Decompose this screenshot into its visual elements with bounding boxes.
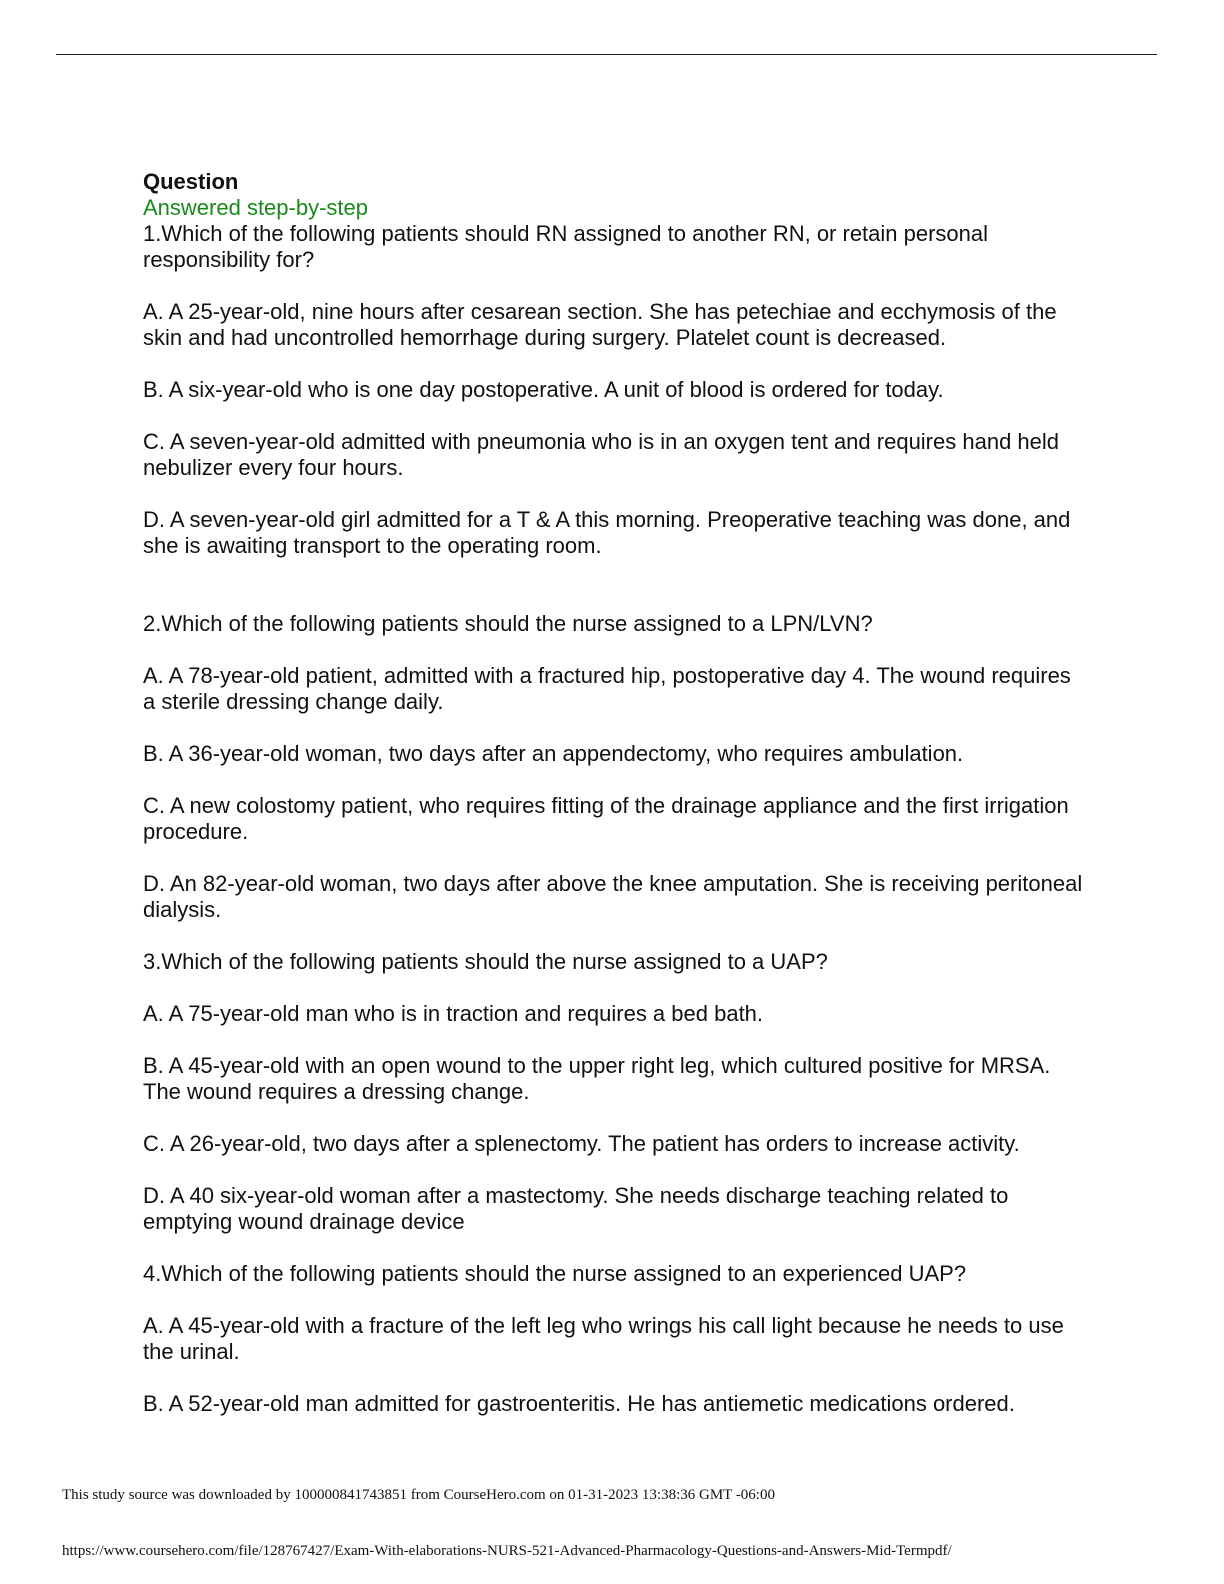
answer-option: C. A new colostomy patient, who requires fitting of the drainage appliance and the first irrigation procedure. [143,793,1069,844]
question-1 [143,221,1083,559]
answer-option: A. A 45-year-old with a fracture of the left leg who wrings his call light because he needs to use the urinal. [143,1313,1064,1364]
download-source-note: This study source was downloaded by 100000841743851 from CourseHero.com on 01-31-2023 13:38:36 GMT -06:00 [62,1487,775,1503]
answer-option: D. A seven-year-old girl admitted for a T & A this morning. Preoperative teaching was done, and she is awaiting transport to the operating room. [143,507,1071,558]
question-text: 3.Which of the following patients should the nurse assigned to a UAP? [143,949,828,974]
answer-option: D. An 82-year-old woman, two days after above the knee amputation. She is receiving peritoneal dialysis. [143,871,1083,922]
question-2 [143,611,1083,923]
answer-option: C. A 26-year-old, two days after a splenectomy. The patient has orders to increase activity. [143,1131,1020,1156]
answer-option: B. A 45-year-old with an open wound to the upper right leg, which cultured positive for MRSA. The wound requires a dressing change. [143,1053,1051,1104]
question-heading: Question [143,169,239,194]
question-text: 1.Which of the following patients should RN assigned to another RN, or retain personal responsibility for? [143,221,989,272]
answered-status: Answered step-by-step [143,195,368,220]
document-body [143,169,1083,1417]
answer-option: A. A 25-year-old, nine hours after cesarean section. She has petechiae and ecchymosis of the skin and had uncontrolled hemorrhage during surgery. Platelet count is decreased. [143,299,1057,350]
header-rule [56,54,1157,55]
answer-option: D. A 40 six-year-old woman after a mastectomy. She needs discharge teaching related to emptying wound drainage device [143,1183,1009,1234]
answer-option: B. A 52-year-old man admitted for gastroenteritis. He has antiemetic medications ordered. [143,1391,1015,1416]
answer-option: A. A 78-year-old patient, admitted with a fractured hip, postoperative day 4. The wound requires a sterile dressing change daily. [143,663,1071,714]
source-url[interactable]: https://www.coursehero.com/file/128767427/Exam-With-elaborations-NURS-521-Advanced-Pharmacology-Questions-and-Answers-Mid-Termpdf/ [62,1543,952,1559]
answer-option: B. A 36-year-old woman, two days after an appendectomy, who requires ambulation. [143,741,964,766]
answer-option: A. A 75-year-old man who is in traction and requires a bed bath. [143,1001,764,1026]
answer-option: C. A seven-year-old admitted with pneumonia who is in an oxygen tent and requires hand held nebulizer every four hours. [143,429,1060,480]
question-text: 2.Which of the following patients should the nurse assigned to a LPN/LVN? [143,611,873,636]
question-4 [143,1261,1083,1417]
answer-option: B. A six-year-old who is one day postoperative. A unit of blood is ordered for today. [143,377,944,402]
question-3 [143,949,1083,1235]
question-text: 4.Which of the following patients should the nurse assigned to an experienced UAP? [143,1261,967,1286]
